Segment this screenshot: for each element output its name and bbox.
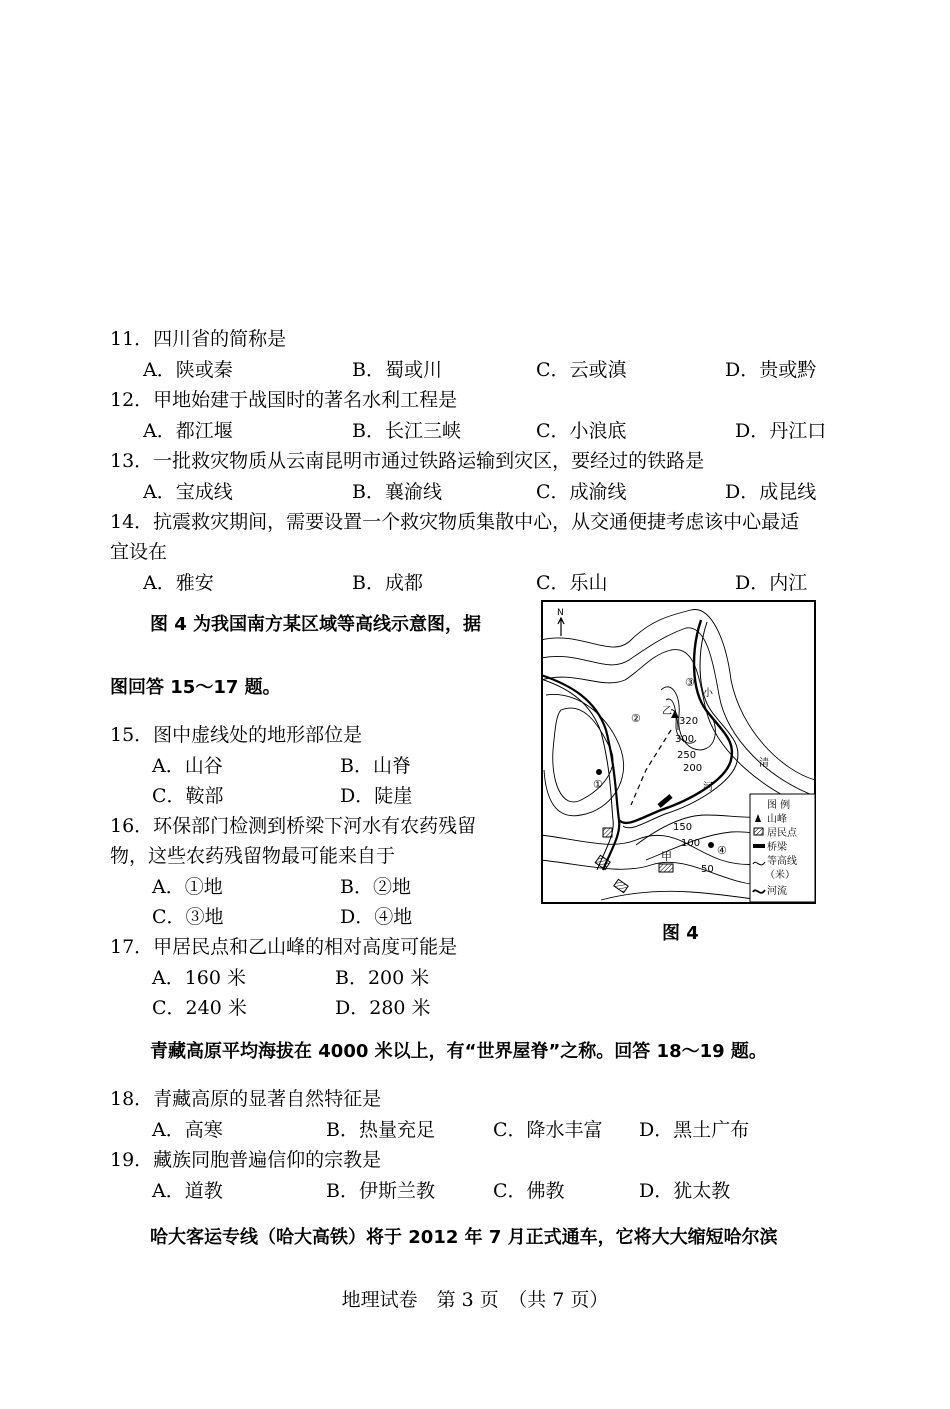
q18-option-b: B．热量充足 <box>326 1119 435 1141</box>
q16-option-a: A．①地 <box>152 876 223 898</box>
page-footer: 地理试卷 第 3 页 （共 7 页） <box>341 1289 609 1311</box>
site-3-label: ③ <box>685 676 695 689</box>
q12-option-c: C．小浪底 <box>536 420 627 442</box>
q13-option-a: A．宝成线 <box>143 481 233 503</box>
q18-option-c: C．降水丰富 <box>493 1119 603 1141</box>
river-char-3: 河 <box>703 782 713 793</box>
legend-bridge: 桥梁 <box>767 842 787 853</box>
q11-option-d: D．贵或黔 <box>725 359 817 381</box>
map-intro-line-1: 图 4 为我国南方某区域等高线示意图，据 <box>150 614 482 635</box>
q19-option-a: A．道教 <box>152 1180 223 1202</box>
peak-label: 乙 <box>662 706 672 717</box>
q17-option-d: D．280 米 <box>335 997 431 1019</box>
contour-label-320: 320 <box>679 716 699 727</box>
site-2-label: ② <box>631 712 641 725</box>
contour-map-svg <box>541 600 817 905</box>
question-15-stem: 15．图中虚线处的地形部位是 <box>110 724 363 746</box>
q15-option-d: D．陡崖 <box>340 785 413 807</box>
question-19-stem: 19．藏族同胞普遍信仰的宗教是 <box>110 1149 382 1171</box>
q11-option-b: B．蜀或川 <box>352 359 442 381</box>
q17-option-a: A．160 米 <box>152 967 247 989</box>
question-12-stem: 12．甲地始建于战国时的著名水利工程是 <box>110 389 458 411</box>
legend-river: 河流 <box>767 886 787 897</box>
q15-option-a: A．山谷 <box>152 755 223 777</box>
q12-option-a: A．都江堰 <box>143 420 233 442</box>
q17-option-b: B．200 米 <box>335 967 430 989</box>
river-char-1: 小 <box>703 688 713 699</box>
q14-option-a: A．雅安 <box>143 572 214 594</box>
q11-option-a: A．陕或秦 <box>143 359 233 381</box>
legend-contour: 等高线 <box>767 856 797 867</box>
q19-option-b: B．伊斯兰教 <box>326 1180 435 1202</box>
q15-option-b: B．山脊 <box>340 755 411 777</box>
q13-option-d: D．成昆线 <box>725 481 817 503</box>
legend-peak: 山峰 <box>767 814 787 825</box>
q14-option-b: B．成都 <box>352 572 423 594</box>
contour-label-100: 100 <box>681 838 701 849</box>
q15-option-c: C．鞍部 <box>152 785 224 807</box>
q14-option-c: C．乐山 <box>536 572 608 594</box>
question-11-stem: 11．四川省的简称是 <box>110 328 287 350</box>
legend-title: 图 例 <box>767 800 791 811</box>
contour-label-50: 50 <box>701 864 714 875</box>
q14-option-d: D．内江 <box>735 572 808 594</box>
legend-settlement-icon <box>754 828 763 835</box>
question-13-stem: 13．一批救灾物质从云南昆明市通过铁路运输到灾区，要经过的铁路是 <box>110 450 705 472</box>
q13-option-b: B．襄渝线 <box>352 481 442 503</box>
q19-option-d: D．犹太教 <box>639 1180 731 1202</box>
site-4-label: ④ <box>717 844 727 857</box>
q16-option-d: D．④地 <box>340 906 413 928</box>
contour-label-200: 200 <box>683 763 703 774</box>
q17-option-c: C．240 米 <box>152 997 247 1019</box>
q16-option-b: B．②地 <box>340 876 411 898</box>
q16-option-c: C．③地 <box>152 906 224 928</box>
contour-label-250: 250 <box>677 750 697 761</box>
rail-intro: 哈大客运专线（哈大高铁）将于 2012 年 7 月正式通车，它将大大缩短哈尔滨 <box>150 1227 778 1248</box>
site-1-label: ① <box>593 778 603 791</box>
contour-label-300: 300 <box>675 734 695 745</box>
q13-option-c: C．成渝线 <box>536 481 627 503</box>
legend-contour-unit: （米） <box>765 870 795 881</box>
question-16-stem: 16．环保部门检测到桥梁下河水有农药残留 <box>110 815 477 837</box>
question-14-stem: 14．抗震救灾期间，需要设置一个救灾物质集散中心，从交通便捷考虑该中心最适 <box>110 511 800 533</box>
site-4-dot <box>708 842 714 848</box>
map-intro-line-2: 图回答 15～17 题。 <box>110 677 281 698</box>
question-17-stem: 17．甲居民点和乙山峰的相对高度可能是 <box>110 936 458 958</box>
contour-map-figure <box>541 600 817 905</box>
q12-option-b: B．长江三峡 <box>352 420 461 442</box>
north-label: N <box>557 608 564 618</box>
map-legend <box>750 794 815 902</box>
question-18-stem: 18．青藏高原的显著自然特征是 <box>110 1088 382 1110</box>
tibet-intro: 青藏高原平均海拔在 4000 米以上，有“世界屋脊”之称。回答 18～19 题。 <box>150 1041 767 1062</box>
river-char-2: 清 <box>759 758 769 769</box>
contour-label-150: 150 <box>673 822 693 833</box>
legend-settlement: 居民点 <box>767 828 797 839</box>
q19-option-c: C．佛教 <box>493 1180 565 1202</box>
figure-caption: 图 4 <box>662 923 699 944</box>
q18-option-a: A．高寒 <box>152 1119 223 1141</box>
q12-option-d: D．丹江口 <box>735 420 827 442</box>
site-1-dot <box>596 769 602 775</box>
question-14-stem-cont: 宜设在 <box>110 541 168 563</box>
settlement-label: 甲 <box>661 850 672 863</box>
q11-option-c: C．云或滇 <box>536 359 627 381</box>
question-16-stem-cont: 物，这些农药残留物最可能来自于 <box>110 845 396 867</box>
q18-option-d: D．黑土广布 <box>639 1119 750 1141</box>
